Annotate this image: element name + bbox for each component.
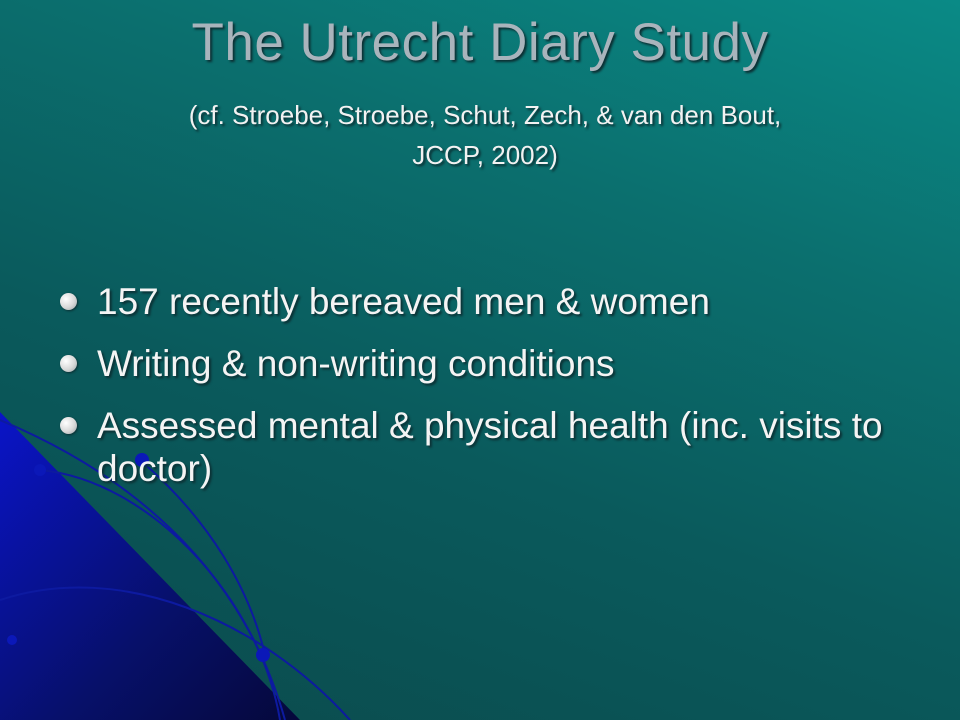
- bullet-list: [60, 280, 920, 509]
- bullet-dot-icon: [60, 355, 77, 372]
- slide-subtitle: [0, 95, 960, 175]
- subtitle-line: JCCP, 2002): [412, 140, 558, 170]
- swoosh-dot: [7, 635, 17, 645]
- bullet-dot-icon: [60, 417, 77, 434]
- swoosh-dot: [256, 648, 270, 662]
- bullet-item: [60, 280, 920, 323]
- slide-title: The Utrecht Diary Study: [191, 13, 769, 72]
- bullet-item: [60, 404, 920, 490]
- bullet-text: Assessed mental & physical health (inc. visits to doctor): [97, 405, 883, 489]
- bullet-item: [60, 342, 920, 385]
- bullet-dot-icon: [60, 293, 77, 310]
- swoosh-dot: [34, 464, 46, 476]
- bullet-text: Writing & non-writing conditions: [97, 343, 615, 384]
- subtitle-line: (cf. Stroebe, Stroebe, Schut, Zech, & van den Bout,: [188, 100, 782, 130]
- bullet-text: 157 recently bereaved men & women: [97, 281, 710, 322]
